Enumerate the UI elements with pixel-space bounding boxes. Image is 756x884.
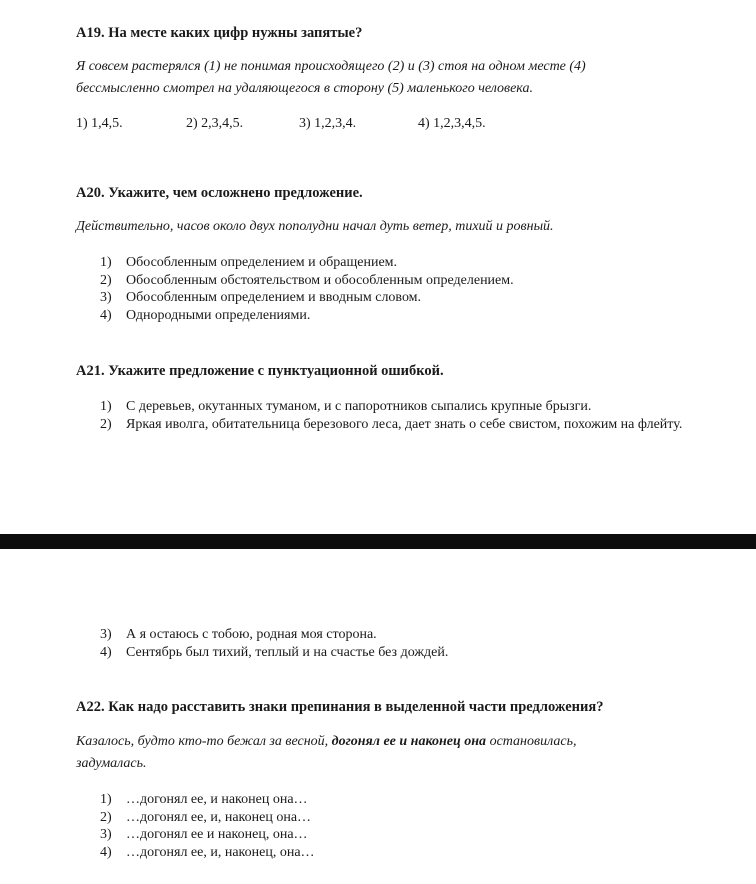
option-text: А я остаюсь с тобою, родная моя сторона. [126, 627, 377, 642]
question-a22-sentence-line1 [76, 734, 576, 750]
list-item [100, 307, 700, 325]
list-item [100, 826, 700, 844]
option-number: 1) [100, 792, 112, 807]
option-number: 2) [100, 416, 112, 432]
option-text: …догонял ее и наконец, она… [126, 827, 308, 842]
list-item [100, 626, 700, 644]
a19-option-1: 1) 1,4,5. [76, 116, 123, 131]
list-item [100, 416, 700, 434]
list-item [100, 644, 700, 662]
option-number: 1) [100, 255, 112, 270]
option-number: 3) [100, 290, 112, 305]
option-text: …догонял ее, и наконец она… [126, 792, 308, 807]
page-bottom [0, 549, 756, 884]
page-divider [0, 534, 756, 549]
list-item [100, 791, 700, 809]
list-item [100, 254, 700, 272]
question-a22-options [100, 791, 700, 861]
option-number: 4) [100, 844, 112, 860]
sentence-prefix: Казалось, будто кто-то бежал за весной, [76, 734, 332, 749]
a19-option-3: 3) 1,2,3,4. [299, 116, 357, 131]
option-text: Яркая иволга, обитательница березового леса, дает знать о себе свистом, похожим на флейту. [126, 416, 683, 432]
question-a22-title: А22. Как надо расставить знаки препинания в выделенной части предложения? [76, 699, 604, 715]
sentence-suffix: остановилась, [486, 734, 577, 749]
list-item [100, 398, 700, 416]
option-number: 2) [100, 809, 112, 825]
question-a20-options [100, 254, 700, 324]
option-text: Обособленным определением и вводным словом. [126, 290, 422, 305]
option-text: Обособленным обстоятельством и обособленным определением. [126, 272, 514, 288]
option-text: …догонял ее, и, наконец, она… [126, 844, 315, 860]
question-a21-options-part1 [100, 398, 700, 433]
list-item [100, 272, 700, 290]
option-number: 4) [100, 307, 112, 323]
list-item [100, 289, 700, 307]
list-item [100, 844, 700, 862]
option-number: 3) [100, 827, 112, 842]
list-item [100, 809, 700, 827]
option-text: Однородными определениями. [126, 307, 311, 323]
option-number: 4) [100, 644, 112, 660]
a19-option-4: 4) 1,2,3,4,5. [418, 116, 486, 131]
option-number: 3) [100, 627, 112, 642]
question-a19-sentence-line1: Я совсем растерялся (1) не понимая происходящего (2) и (3) стоя на одном месте (4) [76, 59, 586, 74]
question-a22-sentence-line2: задумалась. [76, 756, 147, 771]
question-a19-title: А19. На месте каких цифр нужны запятые? [76, 25, 363, 41]
a19-option-2: 2) 2,3,4,5. [186, 116, 244, 131]
option-text: С деревьев, окутанных туманом, и с папоротников сыпались крупные брызги. [126, 399, 592, 414]
option-number: 1) [100, 399, 112, 414]
question-a21-options-part2 [100, 626, 700, 661]
sentence-highlighted-part: догонял ее и наконец она [331, 734, 487, 749]
question-a19-sentence-line2: бессмысленно смотрел на удаляющегося в сторону (5) маленького человека. [76, 81, 534, 96]
option-text: Сентябрь был тихий, теплый и на счастье без дождей. [126, 644, 449, 660]
question-a20-title: А20. Укажите, чем осложнено предложение. [76, 185, 363, 201]
option-number: 2) [100, 272, 112, 288]
option-text: …догонял ее, и, наконец она… [126, 809, 312, 825]
question-a21-title: А21. Укажите предложение с пунктуационной ошибкой. [76, 363, 444, 379]
question-a20-sentence: Действительно, часов около двух пополудни начал дуть ветер, тихий и ровный. [76, 219, 554, 234]
option-text: Обособленным определением и обращением. [126, 255, 398, 270]
